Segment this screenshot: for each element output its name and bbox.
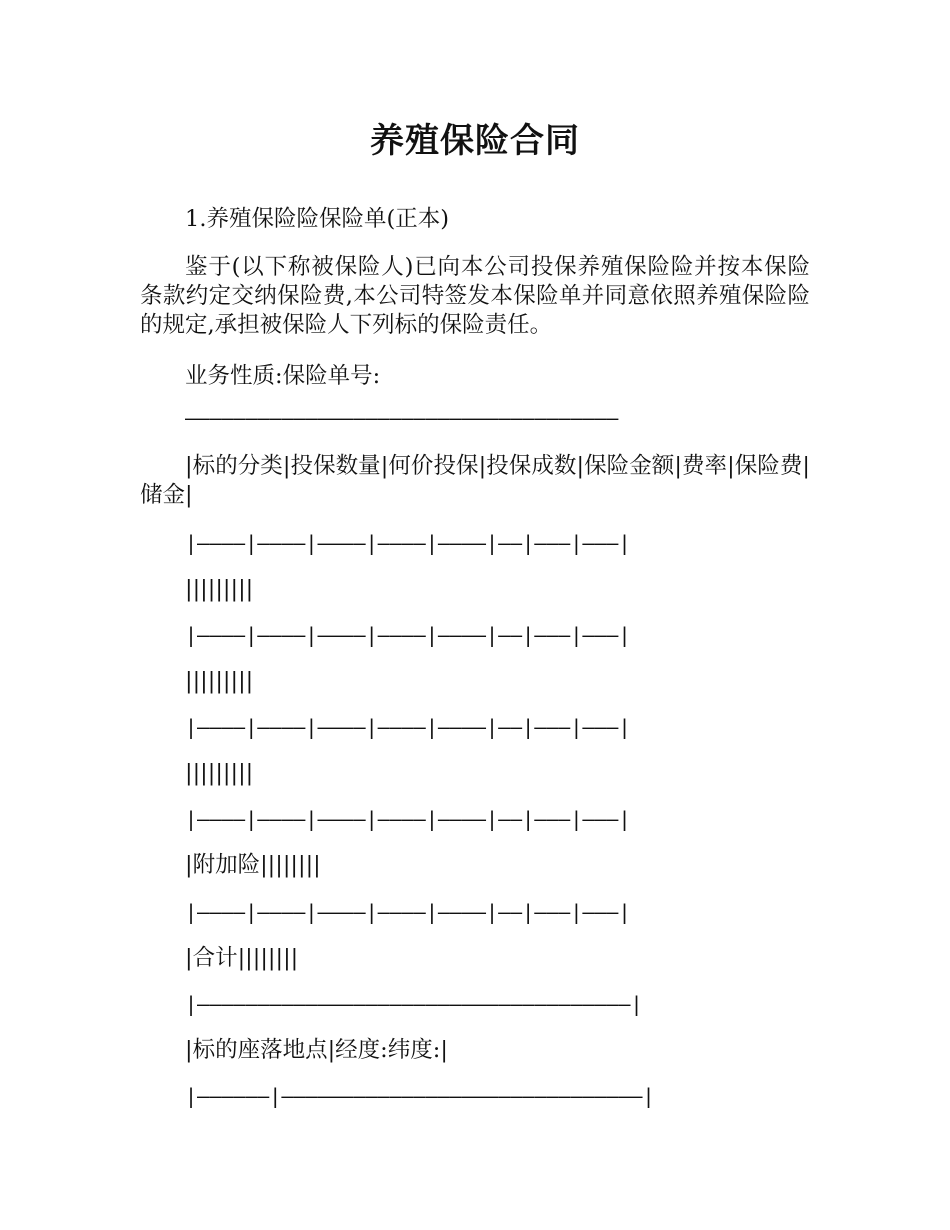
table-empty-row: |||||||||	[185, 668, 254, 694]
table-empty-row: |||||||||	[185, 760, 254, 786]
business-line: 业务性质:保险单号:	[185, 363, 381, 389]
table-separator: |————|————|————|————|————|——|———|———|	[185, 807, 631, 831]
document-title: 养殖保险合同	[370, 121, 580, 161]
section-heading: 1.养殖保险险保险单(正本)	[185, 206, 450, 232]
underline-rule: ————————————————————————————————————	[185, 406, 619, 430]
table-header-row: |标的分类|投保数量|何价投保|投保成数|保险金额|费率|保险费|储金|	[140, 453, 810, 508]
table-separator: |————|————|————|————|————|——|———|———|	[185, 531, 631, 555]
table-addon-row: |附加险||||||||	[185, 852, 321, 878]
table-separator: |————|————|————|————|————|——|———|———|	[185, 623, 631, 647]
table-separator: |————|————|————|————|————|——|———|———|	[185, 900, 631, 924]
table-total-row: |合计||||||||	[185, 945, 299, 971]
table-location-row: |标的座落地点|经度:纬度:|	[185, 1037, 448, 1063]
table-long-separator: |————————————————————————————————————|	[185, 992, 643, 1016]
table-empty-row: |||||||||	[185, 576, 254, 602]
table-separator: |————|————|————|————|————|——|———|———|	[185, 715, 631, 739]
intro-paragraph: 鉴于(以下称被保险人)已向本公司投保养殖保险险并按本保险条款约定交纳保险费,本公司特签发本保险单并同意依照养殖保险险的规定,承担被保险人下列标的保险责任。	[140, 254, 810, 338]
table-location-separator: |——————|——————————————————————————————|	[185, 1084, 655, 1108]
